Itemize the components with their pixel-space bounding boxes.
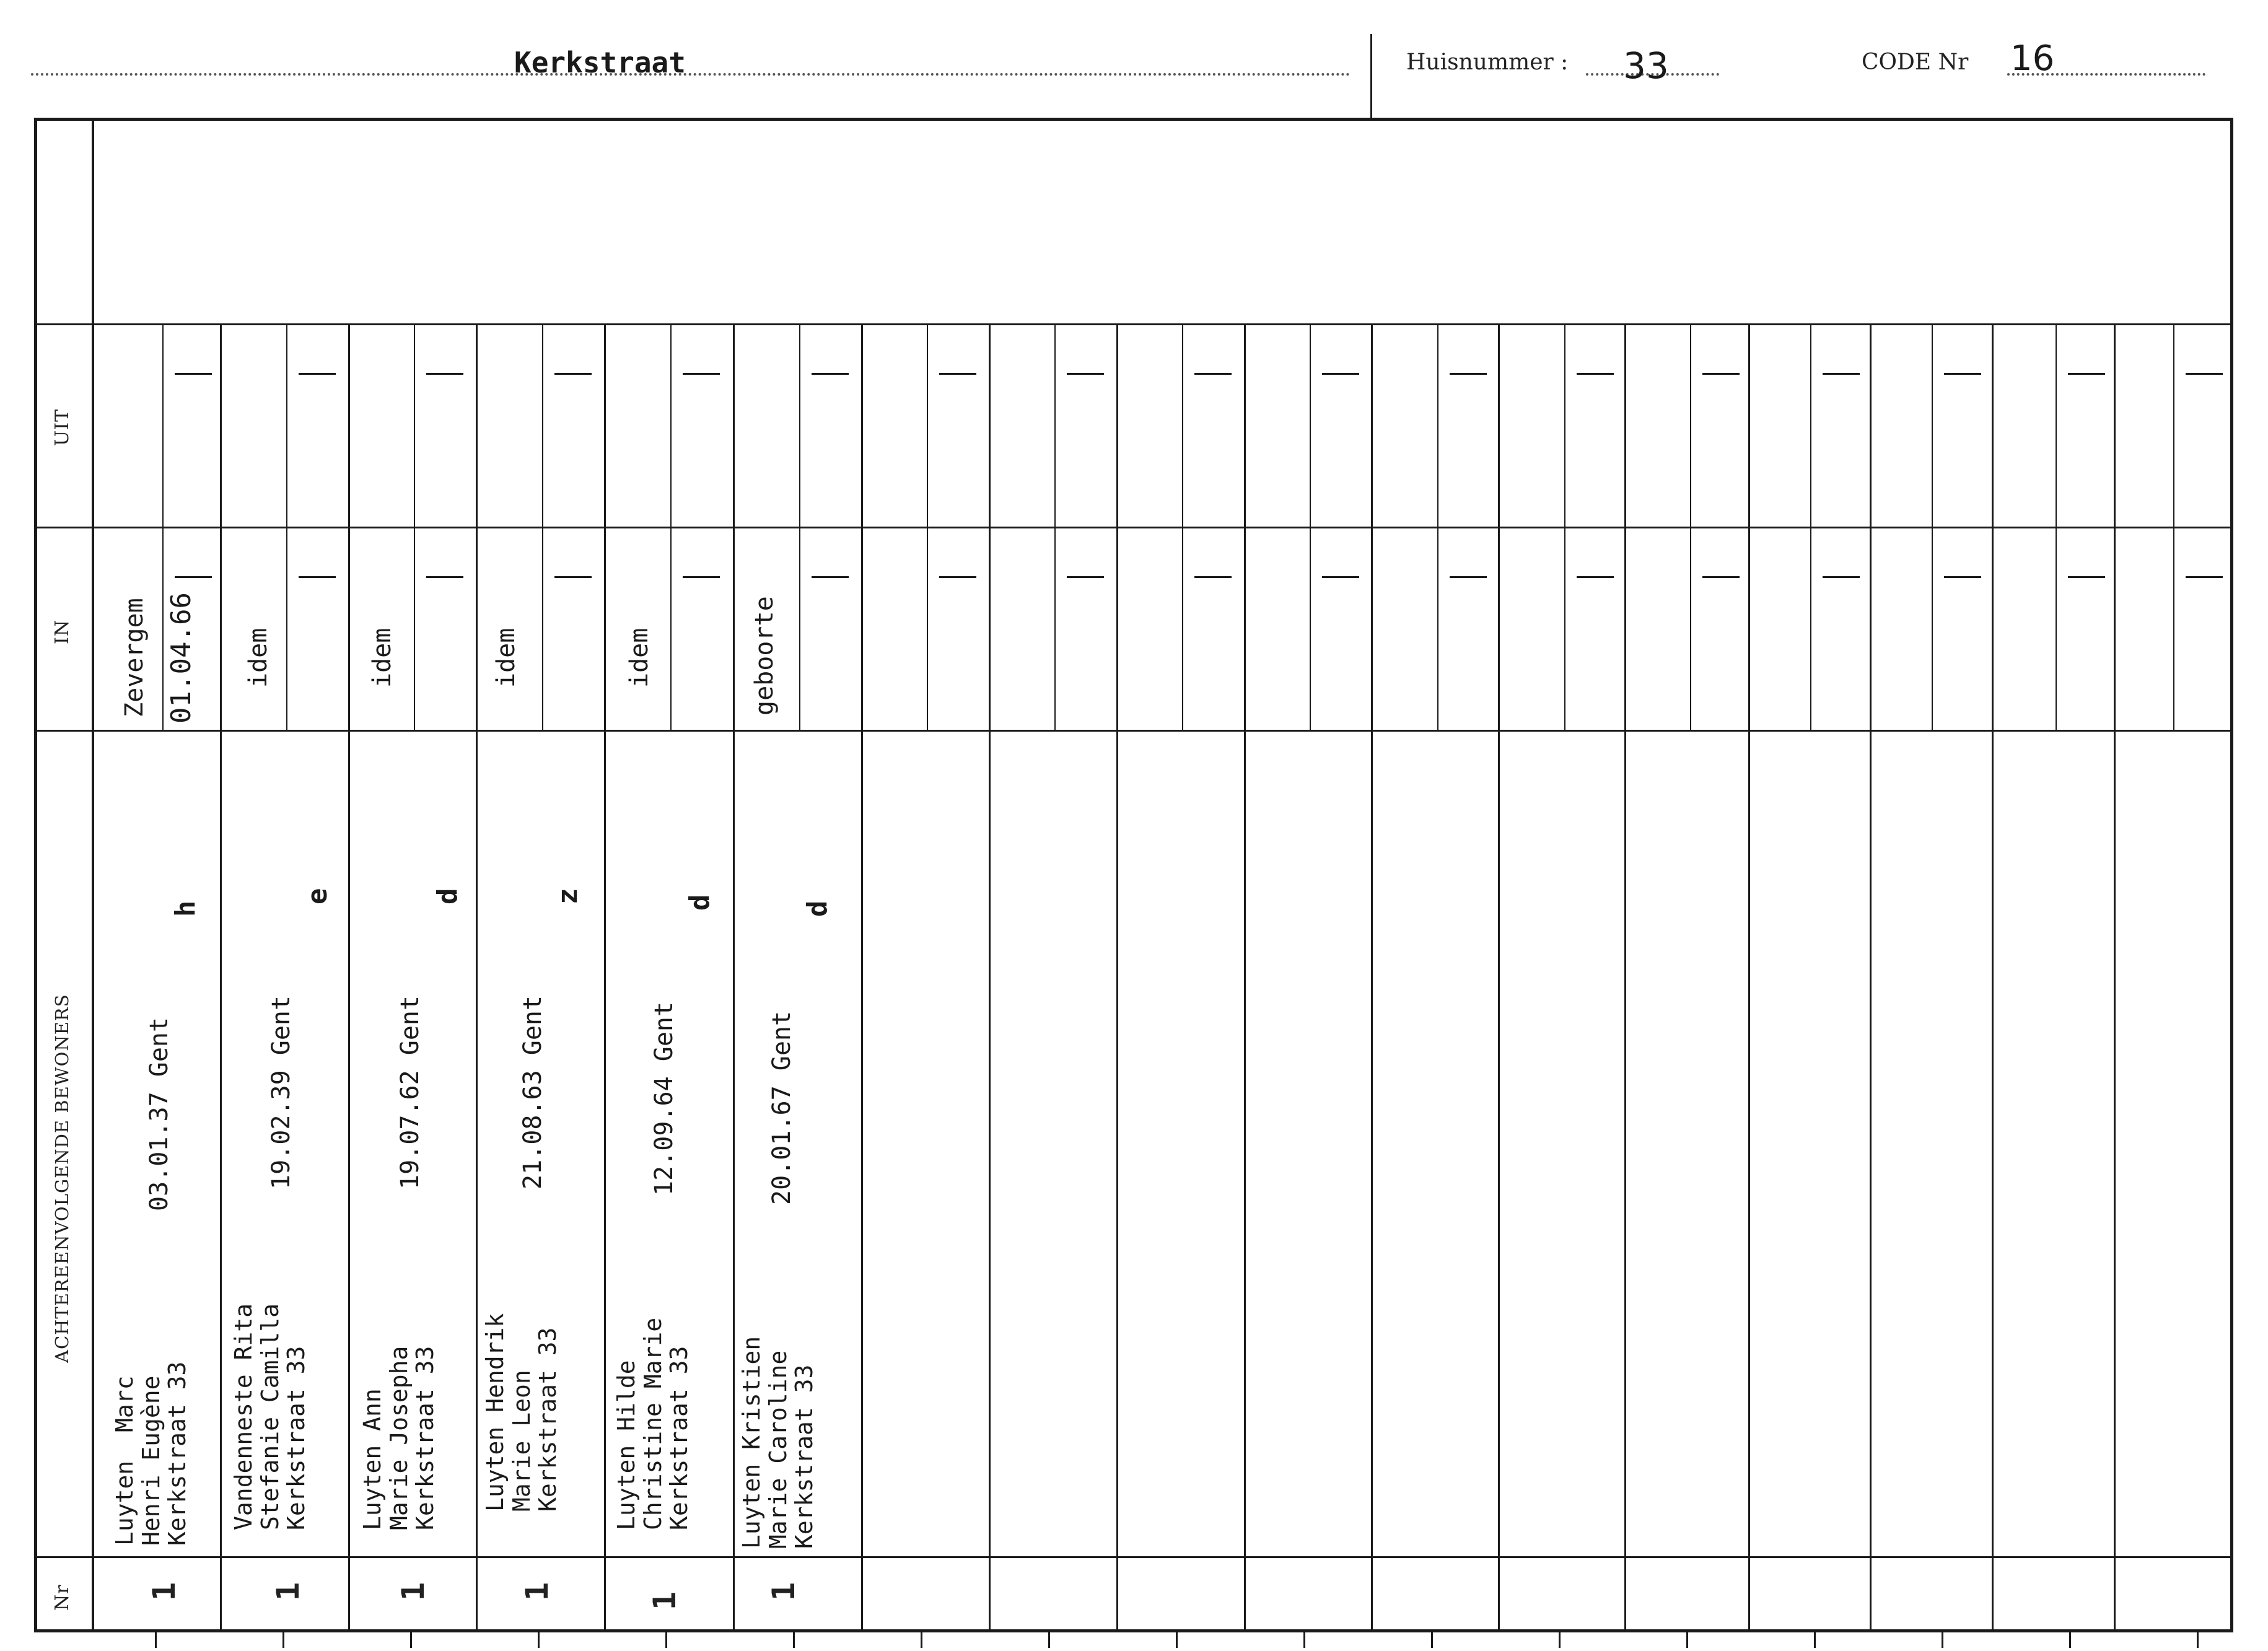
uit-dash-mark: [1067, 373, 1104, 375]
sub-column-line: [414, 323, 415, 730]
in-dash-mark: [1194, 576, 1232, 578]
bottom-tick: [1942, 1629, 1943, 1648]
sub-column-line: [1932, 323, 1933, 730]
resident-5-nr: 1: [647, 1591, 683, 1611]
uit-dash-mark: [554, 373, 592, 375]
label-column-divider: [92, 118, 94, 1632]
sub-column-line: [1564, 323, 1565, 730]
resident-1-birth: 03.01.37 Gent: [145, 1017, 173, 1211]
sub-column-line: [542, 323, 543, 730]
in-dash-mark: [426, 576, 463, 578]
code-number-value: 16: [2010, 38, 2055, 79]
bottom-tick: [282, 1629, 284, 1648]
uit-dash-mark: [1194, 373, 1232, 375]
sub-column-line: [1437, 323, 1438, 730]
bottom-tick: [921, 1629, 922, 1648]
house-number-label: Huisnummer :: [1406, 50, 1569, 75]
uit-dash-mark: [683, 373, 720, 375]
resident-1-nr: 1: [146, 1582, 183, 1601]
column-line: [1870, 323, 1872, 1632]
uit-dash-mark: [812, 373, 849, 375]
bottom-tick: [1686, 1629, 1688, 1648]
uit-dash-mark: [939, 373, 976, 375]
bottom-tick: [1559, 1629, 1561, 1648]
column-line: [1371, 323, 1373, 1632]
resident-1-role: h: [170, 900, 201, 917]
uit-dash-mark: [1450, 373, 1487, 375]
column-line: [348, 323, 350, 1632]
sub-column-line: [2173, 323, 2174, 730]
column-line: [1244, 323, 1246, 1632]
row-line-uit-top: [34, 323, 2233, 325]
resident-2-birth: 19.02.39 Gent: [267, 995, 296, 1189]
code-label: CODE Nr: [1862, 50, 1969, 75]
resident-4-name: Luyten Hendrik Marie Leon Kerkstraat 33: [481, 1313, 562, 1512]
in-dash-mark: [299, 576, 336, 578]
street-name: Kerkstraat: [514, 46, 686, 79]
in-dash-mark: [1823, 576, 1860, 578]
bottom-tick: [538, 1629, 540, 1648]
uit-dash-mark: [2068, 373, 2105, 375]
frame-right: [2230, 118, 2233, 1632]
frame-top: [34, 118, 2233, 121]
in-dash-mark: [1067, 576, 1104, 578]
bottom-tick: [155, 1629, 157, 1648]
uit-dash-mark: [1823, 373, 1860, 375]
resident-3-name: Luyten Ann Marie Josepha Kerkstraat 33: [359, 1346, 439, 1530]
resident-2-role: e: [302, 888, 333, 904]
column-line: [604, 323, 606, 1632]
in-dash-mark: [554, 576, 592, 578]
in-dash-mark: [1577, 576, 1614, 578]
house-number-value: 33: [1623, 45, 1669, 87]
resident-5-role: d: [684, 894, 716, 911]
in-dash-mark: [1944, 576, 1981, 578]
in-dash-mark: [1322, 576, 1359, 578]
uit-dash-mark: [1944, 373, 1981, 375]
sub-column-line: [2056, 323, 2057, 730]
resident-2-nr: 1: [270, 1582, 307, 1601]
resident-3-role: d: [432, 888, 463, 904]
resident-1-in-date: 01.04.66: [165, 592, 197, 724]
sub-column-line: [1182, 323, 1183, 730]
frame-left: [34, 118, 37, 1632]
residents-label: ACHTEREENVOLGENDE BEWONERS: [51, 994, 72, 1363]
resident-2-in-place: idem: [244, 628, 273, 688]
resident-6-in-place: geboorte: [750, 596, 779, 716]
resident-5-in-place: idem: [625, 628, 654, 688]
resident-6-birth: 20.01.67 Gent: [768, 1010, 796, 1205]
bottom-tick: [1303, 1629, 1305, 1648]
row-line-nr-top: [34, 1556, 2233, 1558]
frame-bottom: [34, 1629, 2233, 1632]
bottom-tick: [2069, 1629, 2071, 1648]
bottom-tick: [1814, 1629, 1816, 1648]
column-line: [1748, 323, 1750, 1632]
bottom-tick: [793, 1629, 795, 1648]
uit-dash-mark: [1577, 373, 1614, 375]
bottom-tick: [665, 1629, 667, 1648]
resident-6-nr: 1: [766, 1582, 802, 1601]
column-line: [1624, 323, 1626, 1632]
resident-1-in-place: Zevergem: [120, 598, 149, 717]
resident-4-birth: 21.08.63 Gent: [519, 995, 547, 1189]
sub-column-line: [286, 323, 287, 730]
bottom-tick: [1431, 1629, 1433, 1648]
uit-dash-mark: [175, 373, 212, 375]
sub-column-line: [1690, 323, 1691, 730]
nr-label: Nr: [51, 1584, 73, 1611]
in-dash-mark: [1450, 576, 1487, 578]
header-divider: [1370, 34, 1372, 118]
column-line: [861, 323, 863, 1632]
resident-6-name: Luyten Kristien Marie Caroline Kerkstraat 33: [738, 1336, 818, 1549]
row-line-residents-top: [34, 730, 2233, 732]
sub-column-line: [1310, 323, 1311, 730]
row-line-in-top: [34, 527, 2233, 528]
resident-3-birth: 19.07.62 Gent: [396, 995, 424, 1189]
column-line: [476, 323, 478, 1632]
bottom-tick: [1048, 1629, 1050, 1648]
resident-4-nr: 1: [519, 1582, 556, 1601]
sub-column-line: [1810, 323, 1811, 730]
column-line: [733, 323, 735, 1632]
uit-dash-mark: [2186, 373, 2223, 375]
bottom-tick: [1176, 1629, 1178, 1648]
uit-label: UIT: [51, 408, 73, 446]
resident-5-birth: 12.09.64 Gent: [650, 1001, 678, 1196]
column-line: [1992, 323, 1994, 1632]
resident-3-in-place: idem: [368, 628, 396, 688]
column-line: [1116, 323, 1118, 1632]
column-line: [2114, 323, 2116, 1632]
bottom-tick: [410, 1629, 412, 1648]
in-dash-mark: [812, 576, 849, 578]
column-line: [1498, 323, 1500, 1632]
sub-column-line: [927, 323, 928, 730]
in-dash-mark: [2186, 576, 2223, 578]
in-dash-mark: [683, 576, 720, 578]
in-dash-mark: [175, 576, 212, 578]
uit-dash-mark: [1702, 373, 1740, 375]
resident-3-nr: 1: [395, 1582, 432, 1601]
resident-4-role: z: [552, 888, 584, 904]
resident-2-name: Vandenneste Rita Stefanie Camilla Kerkstraat 33: [230, 1303, 310, 1530]
uit-dash-mark: [299, 373, 336, 375]
uit-dash-mark: [426, 373, 463, 375]
street-dotted-line: [31, 73, 1351, 76]
column-line: [989, 323, 991, 1632]
resident-4-in-place: idem: [492, 628, 520, 688]
sub-column-line: [1054, 323, 1056, 730]
sub-column-line: [799, 323, 800, 730]
in-dash-mark: [1702, 576, 1740, 578]
in-dash-mark: [939, 576, 976, 578]
resident-1-name: Luyten Marc Henri Eugène Kerkstraat 33: [111, 1361, 191, 1546]
uit-dash-mark: [1322, 373, 1359, 375]
sub-column-line: [670, 323, 672, 730]
resident-6-role: d: [802, 900, 833, 917]
in-dash-mark: [2068, 576, 2105, 578]
sub-column-line: [162, 323, 164, 730]
resident-5-name: Luyten Hilde Christine Marie Kerkstraat 33: [613, 1317, 693, 1530]
in-label: IN: [51, 619, 73, 644]
bottom-tick: [2197, 1629, 2199, 1648]
column-line: [220, 323, 222, 1632]
